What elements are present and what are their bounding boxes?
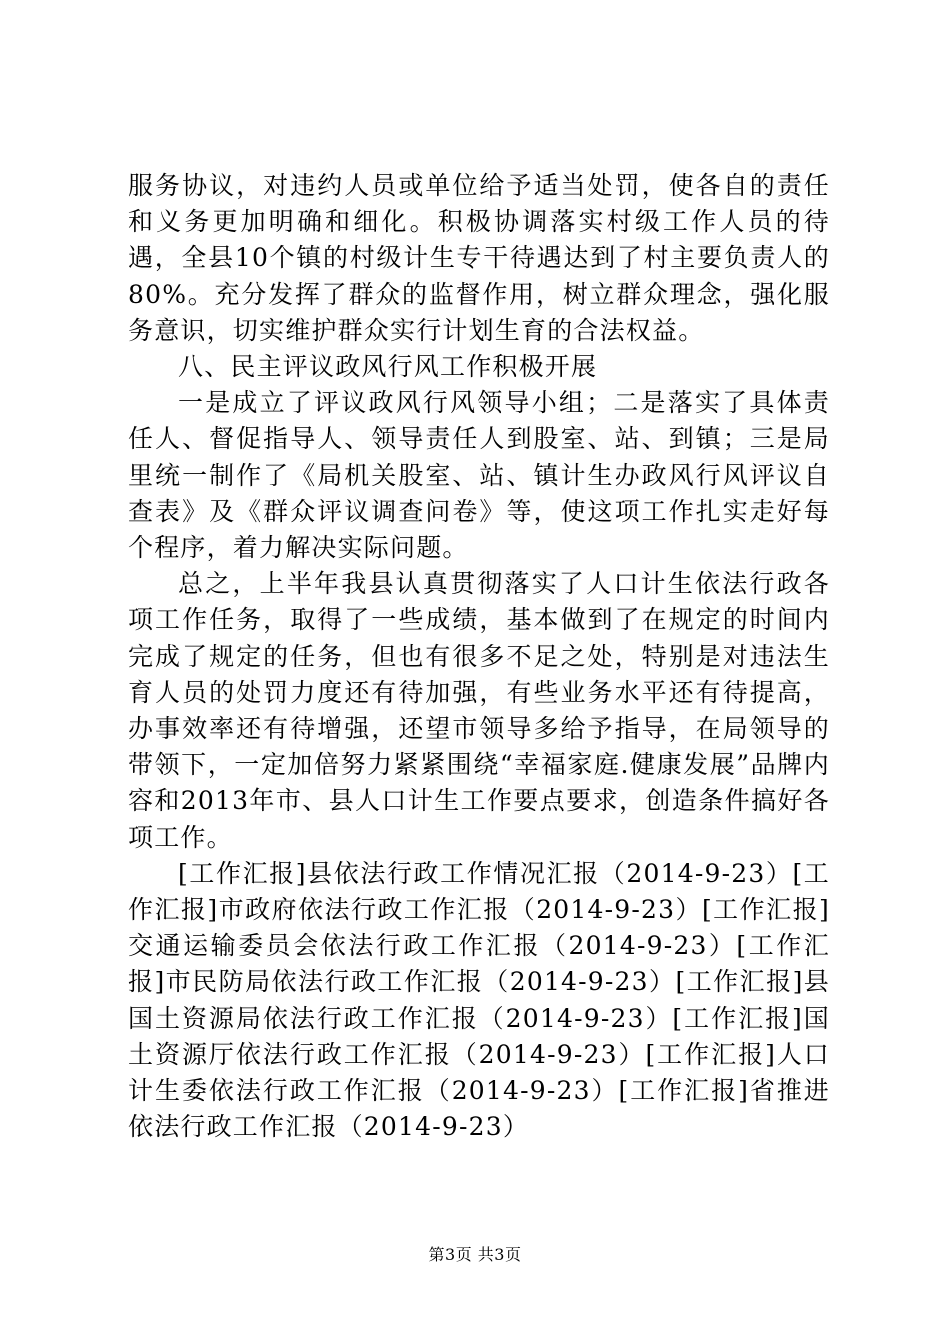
section-heading: 八、民主评议政风行风工作积极开展 [178, 352, 598, 382]
paragraph-continuation: 服务协议，对违约人员或单位给予适当处罚，使各自的责任和义务更加明确和细化。积极协调落实村级工作人员的待遇，全县10个镇的村级计生专干待遇达到了村主要负责人的80%。充分发挥了群众的监督作用，树立群众理念，强化服务意识，切实维护群众实行计划生育的合法权益。 [128, 171, 830, 345]
paragraph-related-reports: [工作汇报]县依法行政工作情况汇报（2014-9-23）[工作汇报]市政府依法行政工作汇报（2014-9-23）[工作汇报]交通运输委员会依法行政工作汇报（2014-9-23）[工作汇报]市民防局依法行政工作汇报（2014-9-23）[工作汇报]县国土资源局依法行政工作汇报（2014-9-23）[工作汇报]国土资源厅依法行政工作汇报（2014-9-23）[工作汇报]人口计生委依法行政工作汇报（2014-9-23）[工作汇报]省推进依法行政工作汇报（2014-9-23） [128, 858, 830, 1142]
paragraph-summary: 总之，上半年我县认真贯彻落实了人口计生依法行政各项工作任务，取得了一些成绩，基本做到了在规定的时间内完成了规定的任务，但也有很多不足之处，特别是对违法生育人员的处罚力度还有待加强，有些业务水平还有待提高，办事效率还有待增强，还望市领导多给予指导，在局领导的带领下，一定加倍努力紧紧围绕“幸福家庭.健康发展”品牌内容和2013年市、县人口计生工作要点要求，创造条件搞好各项工作。 [128, 569, 830, 852]
page-number-footer: 第3页 共3页 [428, 1245, 522, 1264]
paragraph-section-body: 一是成立了评议政风行风领导小组；二是落实了具体责任人、督促指导人、领导责任人到股室、站、到镇；三是局里统一制作了《局机关股室、站、镇计生办政风行风评议自查表》及《群众评议调查问卷》等，使这项工作扎实走好每个程序，着力解决实际问题。 [128, 388, 830, 563]
document-body [128, 168, 830, 1145]
